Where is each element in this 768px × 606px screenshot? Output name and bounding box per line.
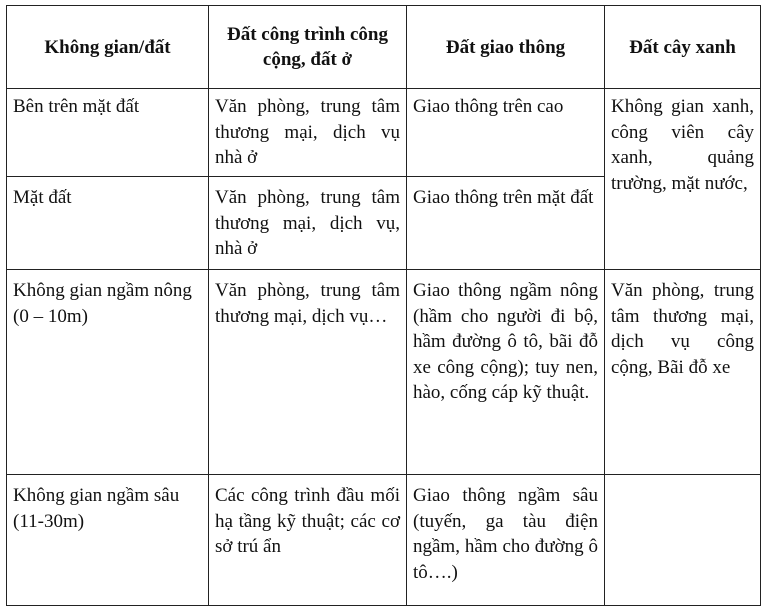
header-space: Không gian/đất	[7, 6, 209, 89]
cell-space: Bên trên mặt đất	[7, 89, 209, 177]
cell-transport: Giao thông trên mặt đất	[407, 177, 605, 270]
table-row	[7, 89, 761, 177]
cell-transport: Giao thông ngầm nông (hầm cho người đi bộ, hầm đường ô tô, bãi đỗ xe công cộng); tuy nen, hào, cống cáp kỹ thuật.	[407, 270, 605, 475]
land-use-table	[6, 5, 761, 606]
header-green: Đất cây xanh	[605, 6, 761, 89]
header-row	[7, 6, 761, 89]
table-row	[7, 270, 761, 475]
table-row	[7, 475, 761, 606]
cell-public: Văn phòng, trung tâm thương mại, dịch vụ, nhà ở	[209, 177, 407, 270]
cell-green: Văn phòng, trung tâm thương mại, dịch vụ công cộng, Bãi đỗ xe	[605, 270, 761, 475]
cell-space: Không gian ngầm nông (0 – 10m)	[7, 270, 209, 475]
header-public-residential: Đất công trình công cộng, đất ở	[209, 6, 407, 89]
cell-transport: Giao thông trên cao	[407, 89, 605, 177]
cell-transport: Giao thông ngầm sâu (tuyến, ga tàu điện ngầm, hầm cho đường ô tô….)	[407, 475, 605, 606]
cell-green-empty	[605, 475, 761, 606]
cell-space: Không gian ngầm sâu (11-30m)	[7, 475, 209, 606]
cell-public: Văn phòng, trung tâm thương mại, dịch vụ…	[209, 270, 407, 475]
cell-green: Không gian xanh, công viên cây xanh, quảng trường, mặt nước,	[605, 89, 761, 270]
cell-space: Mặt đất	[7, 177, 209, 270]
header-transport: Đất giao thông	[407, 6, 605, 89]
cell-public: Các công trình đầu mối hạ tầng kỹ thuật; các cơ sở trú ẩn	[209, 475, 407, 606]
cell-public: Văn phòng, trung tâm thương mại, dịch vụ nhà ở	[209, 89, 407, 177]
